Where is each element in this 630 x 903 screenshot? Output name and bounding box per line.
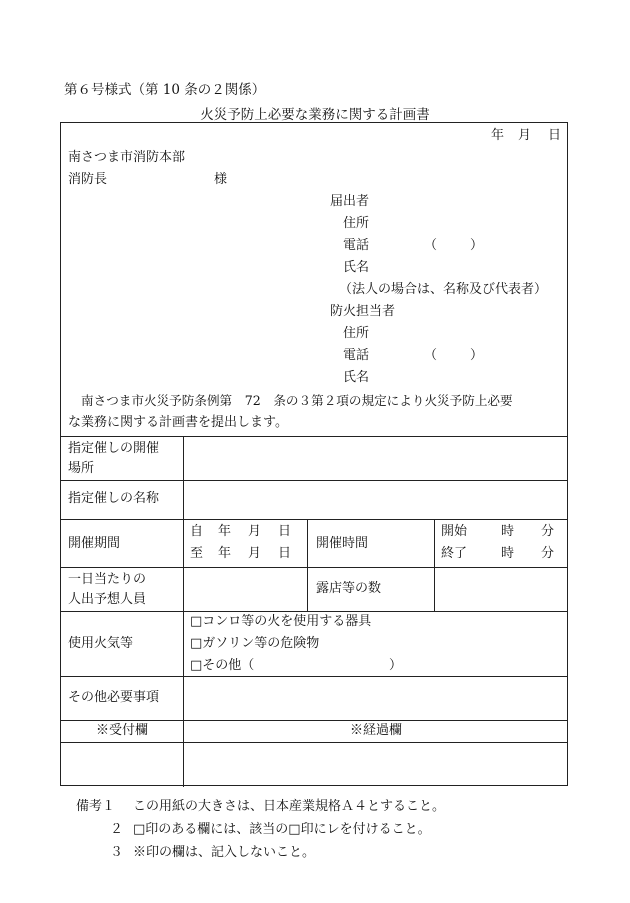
stalls-label: 露店等の数 — [316, 581, 382, 596]
event-name-label: 指定催しの名称 — [68, 491, 160, 506]
remarks-item-2: □印のある欄には、該当の□印にレを付けること。 — [133, 822, 431, 837]
row-divider-6 — [61, 720, 567, 721]
time-end-hour: 時 — [501, 546, 515, 561]
period-to: 至 — [190, 546, 204, 561]
fire-manager-address: 住所 — [343, 326, 370, 341]
reception-column-label: ※受付欄 — [95, 723, 148, 738]
applicant-corp-note: （法人の場合は、名称及び代表者） — [339, 282, 548, 297]
statement-line-1: 南さつま市火災予防条例第 72 条の３第２項の規定により火災予防上必要 — [81, 393, 513, 408]
applicant-label: 届出者 — [330, 194, 370, 209]
right-column-line — [434, 519, 435, 611]
remarks-label: 備考１ — [76, 799, 116, 814]
addressee-title: 消防長 — [68, 172, 108, 187]
row-divider-4 — [61, 611, 567, 612]
fire-manager-name: 氏名 — [343, 370, 370, 385]
venue-label-line-1: 指定催しの開催 — [68, 441, 160, 456]
document-title: 火災予防上必要な業務に関する計画書 — [200, 107, 430, 123]
time-start-minute: 分 — [541, 524, 555, 539]
period-from-month: 月 — [248, 524, 262, 539]
fire-use-option-gasoline: □ガソリン等の危険物 — [190, 636, 320, 651]
time-end-minute: 分 — [541, 546, 555, 561]
applicant-name: 氏名 — [343, 260, 370, 275]
remarks-item-3: ※印の欄は、記入しないこと。 — [133, 845, 316, 860]
progress-column-label: ※経過欄 — [349, 723, 402, 738]
applicant-address: 住所 — [343, 216, 370, 231]
applicant-phone: 電話 — [343, 238, 370, 253]
date-day: 日 — [548, 128, 562, 143]
remarks-number-2: ２ — [110, 822, 124, 837]
row-divider-7 — [61, 742, 567, 743]
other-items-label: その他必要事項 — [68, 690, 160, 705]
fire-manager-phone-paren-close: ） — [470, 348, 484, 363]
application-form — [60, 122, 568, 786]
applicant-phone-paren-close: ） — [470, 238, 484, 253]
row-divider-5 — [61, 676, 567, 677]
time-start-hour: 時 — [501, 524, 515, 539]
period-to-day: 日 — [278, 546, 292, 561]
remarks-number-3: ３ — [110, 845, 124, 860]
fire-manager-phone: 電話 — [343, 348, 370, 363]
addressee-org: 南さつま市消防本部 — [68, 150, 186, 165]
statement-line-2: な業務に関する計画書を提出します。 — [68, 415, 288, 430]
attendance-label-line-2: 人出予想人員 — [68, 592, 147, 607]
row-divider-1 — [61, 480, 567, 481]
fire-manager-phone-paren-open: （ — [424, 348, 438, 363]
fire-manager-label: 防火担当者 — [330, 304, 396, 319]
period-to-month: 月 — [248, 546, 262, 561]
time-label: 開催時間 — [316, 536, 369, 551]
time-start: 開始 — [441, 524, 468, 539]
date-year: 年 — [491, 128, 505, 143]
row-divider-3 — [61, 567, 567, 568]
remarks-item-1: この用紙の大きさは、日本産業規格Ａ４とすること。 — [133, 799, 446, 814]
fire-use-option-other: □その他（ — [190, 658, 255, 673]
venue-label-line-2: 場所 — [68, 461, 95, 476]
mid-column-line — [307, 519, 308, 611]
period-to-year: 年 — [218, 546, 232, 561]
row-divider-2 — [61, 519, 567, 520]
addressee-sama: 様 — [214, 172, 228, 187]
form-number: 第６号様式（第 10 条の２関係） — [64, 82, 266, 98]
period-label: 開催期間 — [68, 536, 121, 551]
applicant-phone-paren-open: （ — [424, 238, 438, 253]
time-end: 終了 — [441, 546, 468, 561]
fire-use-option-stove: □コンロ等の火を使用する器具 — [190, 614, 372, 629]
period-from-day: 日 — [278, 524, 292, 539]
fire-use-label: 使用火気等 — [68, 636, 134, 651]
period-from: 自 — [190, 524, 204, 539]
fire-use-option-other-close: ） — [389, 658, 403, 673]
date-month: 月 — [518, 128, 532, 143]
attendance-label-line-1: 一日当たりの — [68, 572, 147, 587]
table-top-line — [61, 436, 567, 437]
period-from-year: 年 — [218, 524, 232, 539]
